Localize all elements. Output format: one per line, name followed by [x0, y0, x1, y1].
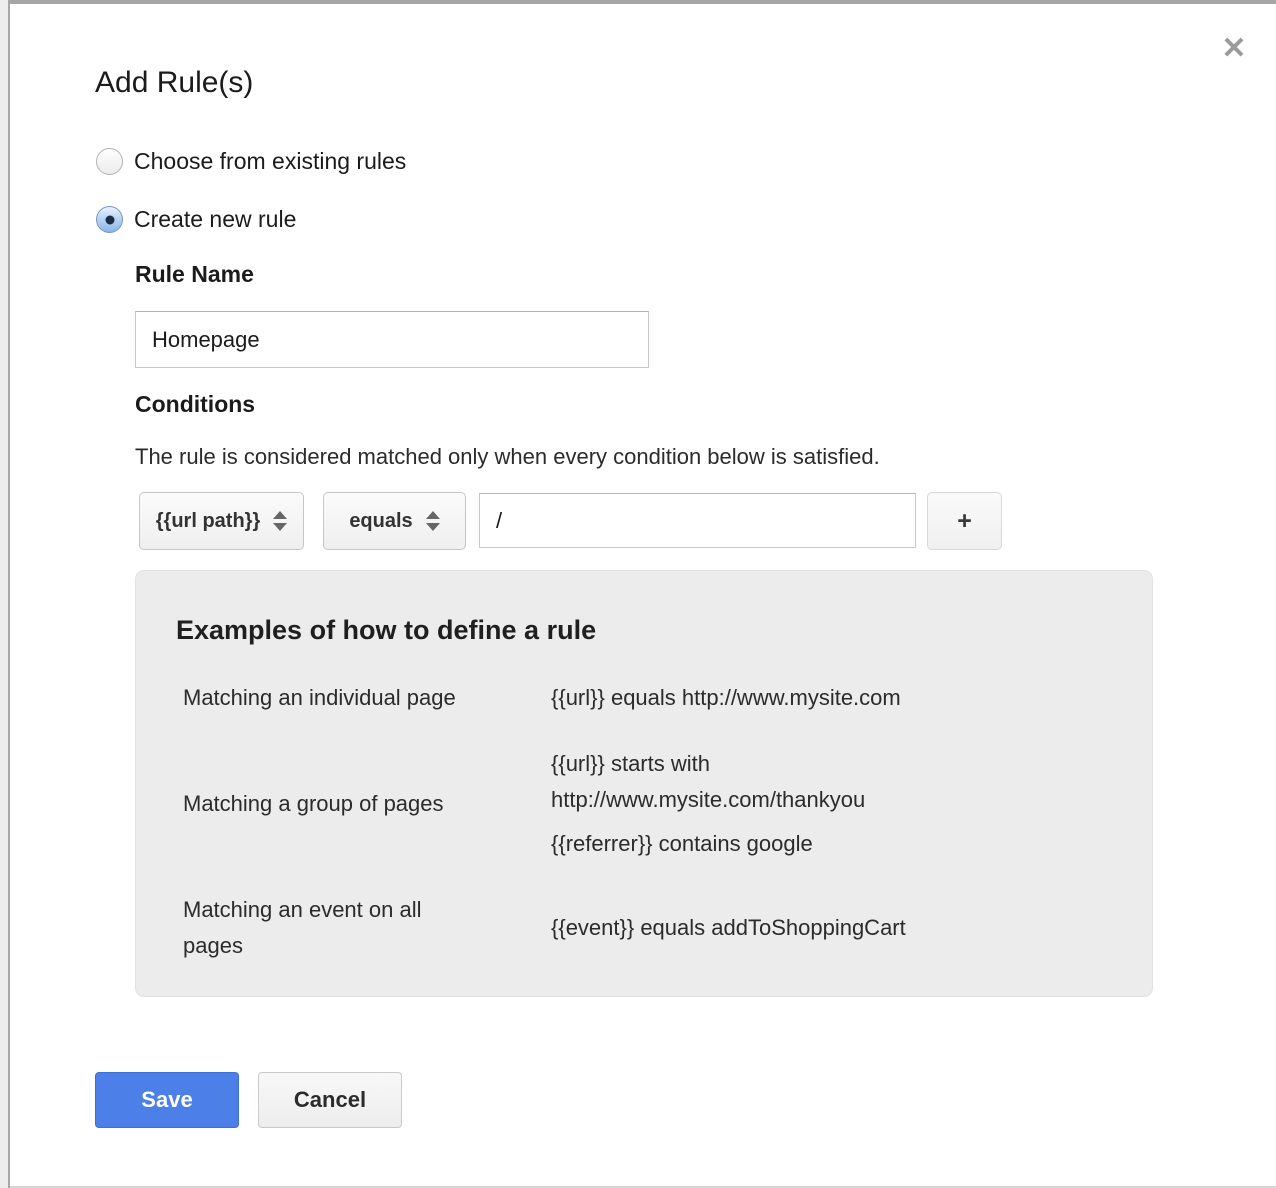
example-row-event-all-pages — [183, 892, 1112, 964]
example-value: {{url}} equals http://www.mysite.com — [551, 685, 901, 710]
dropdown-arrows-icon — [426, 511, 440, 531]
examples-panel — [135, 570, 1153, 997]
variable-dropdown[interactable] — [139, 492, 304, 550]
add-condition-button[interactable]: + — [927, 492, 1002, 550]
radio-label: Choose from existing rules — [134, 148, 407, 174]
rule-name-input[interactable] — [135, 311, 649, 368]
dialog-top-border — [8, 0, 1276, 4]
radio-create-new-rule[interactable] — [96, 206, 296, 233]
example-label: Matching a group of pages — [183, 791, 444, 816]
page-edge-left — [0, 0, 8, 1188]
cancel-button[interactable]: Cancel — [258, 1072, 402, 1128]
example-value: {{event}} equals addToShoppingCart — [551, 915, 906, 940]
conditions-label: Conditions — [135, 391, 256, 417]
operator-dropdown-value: equals — [349, 509, 413, 532]
radio-choose-existing-rules[interactable] — [96, 148, 406, 175]
example-value: {{url}} starts with http://www.mysite.com/thankyou {{referrer}} contains google — [551, 751, 866, 856]
radio-button-icon[interactable] — [96, 148, 123, 175]
close-icon[interactable]: ✕ — [1212, 26, 1256, 70]
dialog-left-border — [8, 0, 10, 1188]
dialog-title: Add Rule(s) — [95, 66, 254, 99]
example-label: Matching an event on all pages — [183, 897, 422, 958]
example-label: Matching an individual page — [183, 685, 456, 710]
rule-name-label: Rule Name — [135, 261, 254, 287]
radio-button-icon[interactable] — [96, 206, 123, 233]
conditions-description: The rule is considered matched only when every condition below is satisfied. — [135, 444, 880, 469]
example-row-group-of-pages — [183, 746, 1112, 862]
examples-title: Examples of how to define a rule — [176, 615, 597, 645]
dropdown-arrows-icon — [273, 511, 287, 531]
example-row-individual-page — [183, 680, 1112, 716]
condition-value-input[interactable] — [479, 493, 916, 548]
operator-dropdown[interactable] — [323, 492, 466, 550]
radio-label: Create new rule — [134, 206, 297, 232]
variable-dropdown-value: {{url path}} — [155, 509, 261, 532]
save-button[interactable]: Save — [95, 1072, 239, 1128]
